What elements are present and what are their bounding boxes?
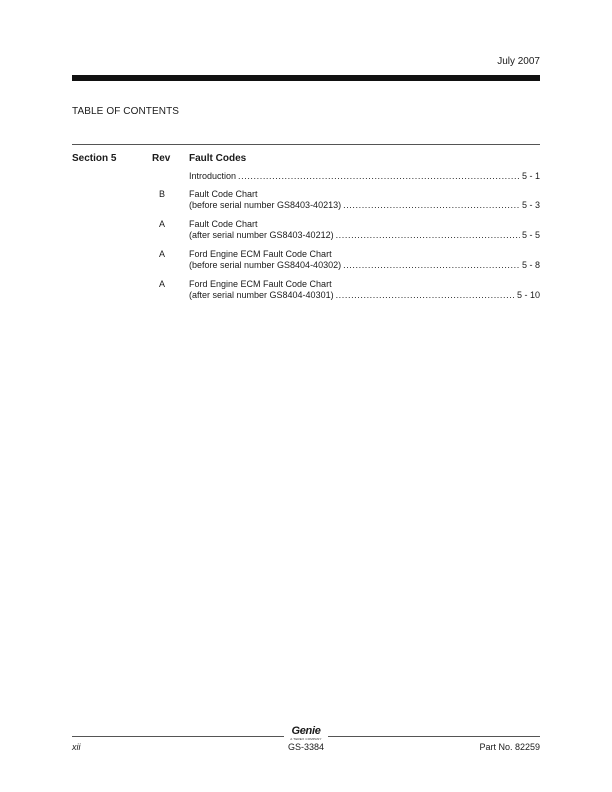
entry-subtitle[interactable]: (before serial number GS8404-40302) <box>189 260 342 270</box>
entry-title[interactable]: Fault Code Chart <box>189 219 258 229</box>
entry-page[interactable]: 5 - 8 <box>521 260 540 270</box>
entry-rev: A <box>158 219 165 229</box>
entry-page[interactable]: 5 - 5 <box>521 230 540 240</box>
entry-page[interactable]: 5 - 10 <box>516 290 540 300</box>
dot-leader <box>343 260 520 271</box>
entry-rev: A <box>158 279 165 289</box>
toc-divider <box>72 144 540 145</box>
footer-rule-right <box>328 736 540 737</box>
part-number: Part No. 82259 <box>479 742 540 752</box>
dot-leader <box>238 171 520 182</box>
toc-title: TABLE OF CONTENTS <box>72 106 180 117</box>
entry-page[interactable]: 5 - 3 <box>521 200 540 210</box>
dot-leader <box>336 230 520 241</box>
header-rule <box>72 75 540 81</box>
rev-column-header: Rev <box>152 153 171 164</box>
dot-leader <box>336 290 515 301</box>
section-label: Section 5 <box>72 153 117 164</box>
dot-leader <box>343 200 520 211</box>
entry-title[interactable]: Ford Engine ECM Fault Code Chart <box>189 279 332 289</box>
footer-rule-left <box>72 736 284 737</box>
section-title: Fault Codes <box>189 153 247 164</box>
entry-subtitle[interactable]: (before serial number GS8403-40213) <box>189 200 342 210</box>
entry-title[interactable]: Ford Engine ECM Fault Code Chart <box>189 249 332 259</box>
entry-title[interactable]: Fault Code Chart <box>189 189 258 199</box>
entry-rev: B <box>158 189 165 199</box>
logo-wordmark: Genie <box>291 725 321 737</box>
entry-subtitle[interactable]: (after serial number GS8404-40301) <box>189 290 334 300</box>
entry-page[interactable]: 5 - 1 <box>521 171 540 181</box>
entry-title[interactable]: Introduction <box>189 171 237 181</box>
entry-rev: A <box>158 249 165 259</box>
entry-subtitle[interactable]: (after serial number GS8403-40212) <box>189 230 334 240</box>
model-number: GS-3384 <box>287 742 325 752</box>
header-date: July 2007 <box>497 56 540 67</box>
logo-tagline: A TEREX COMPANY <box>290 737 322 741</box>
page-number: xii <box>72 742 81 752</box>
genie-logo <box>284 726 328 741</box>
